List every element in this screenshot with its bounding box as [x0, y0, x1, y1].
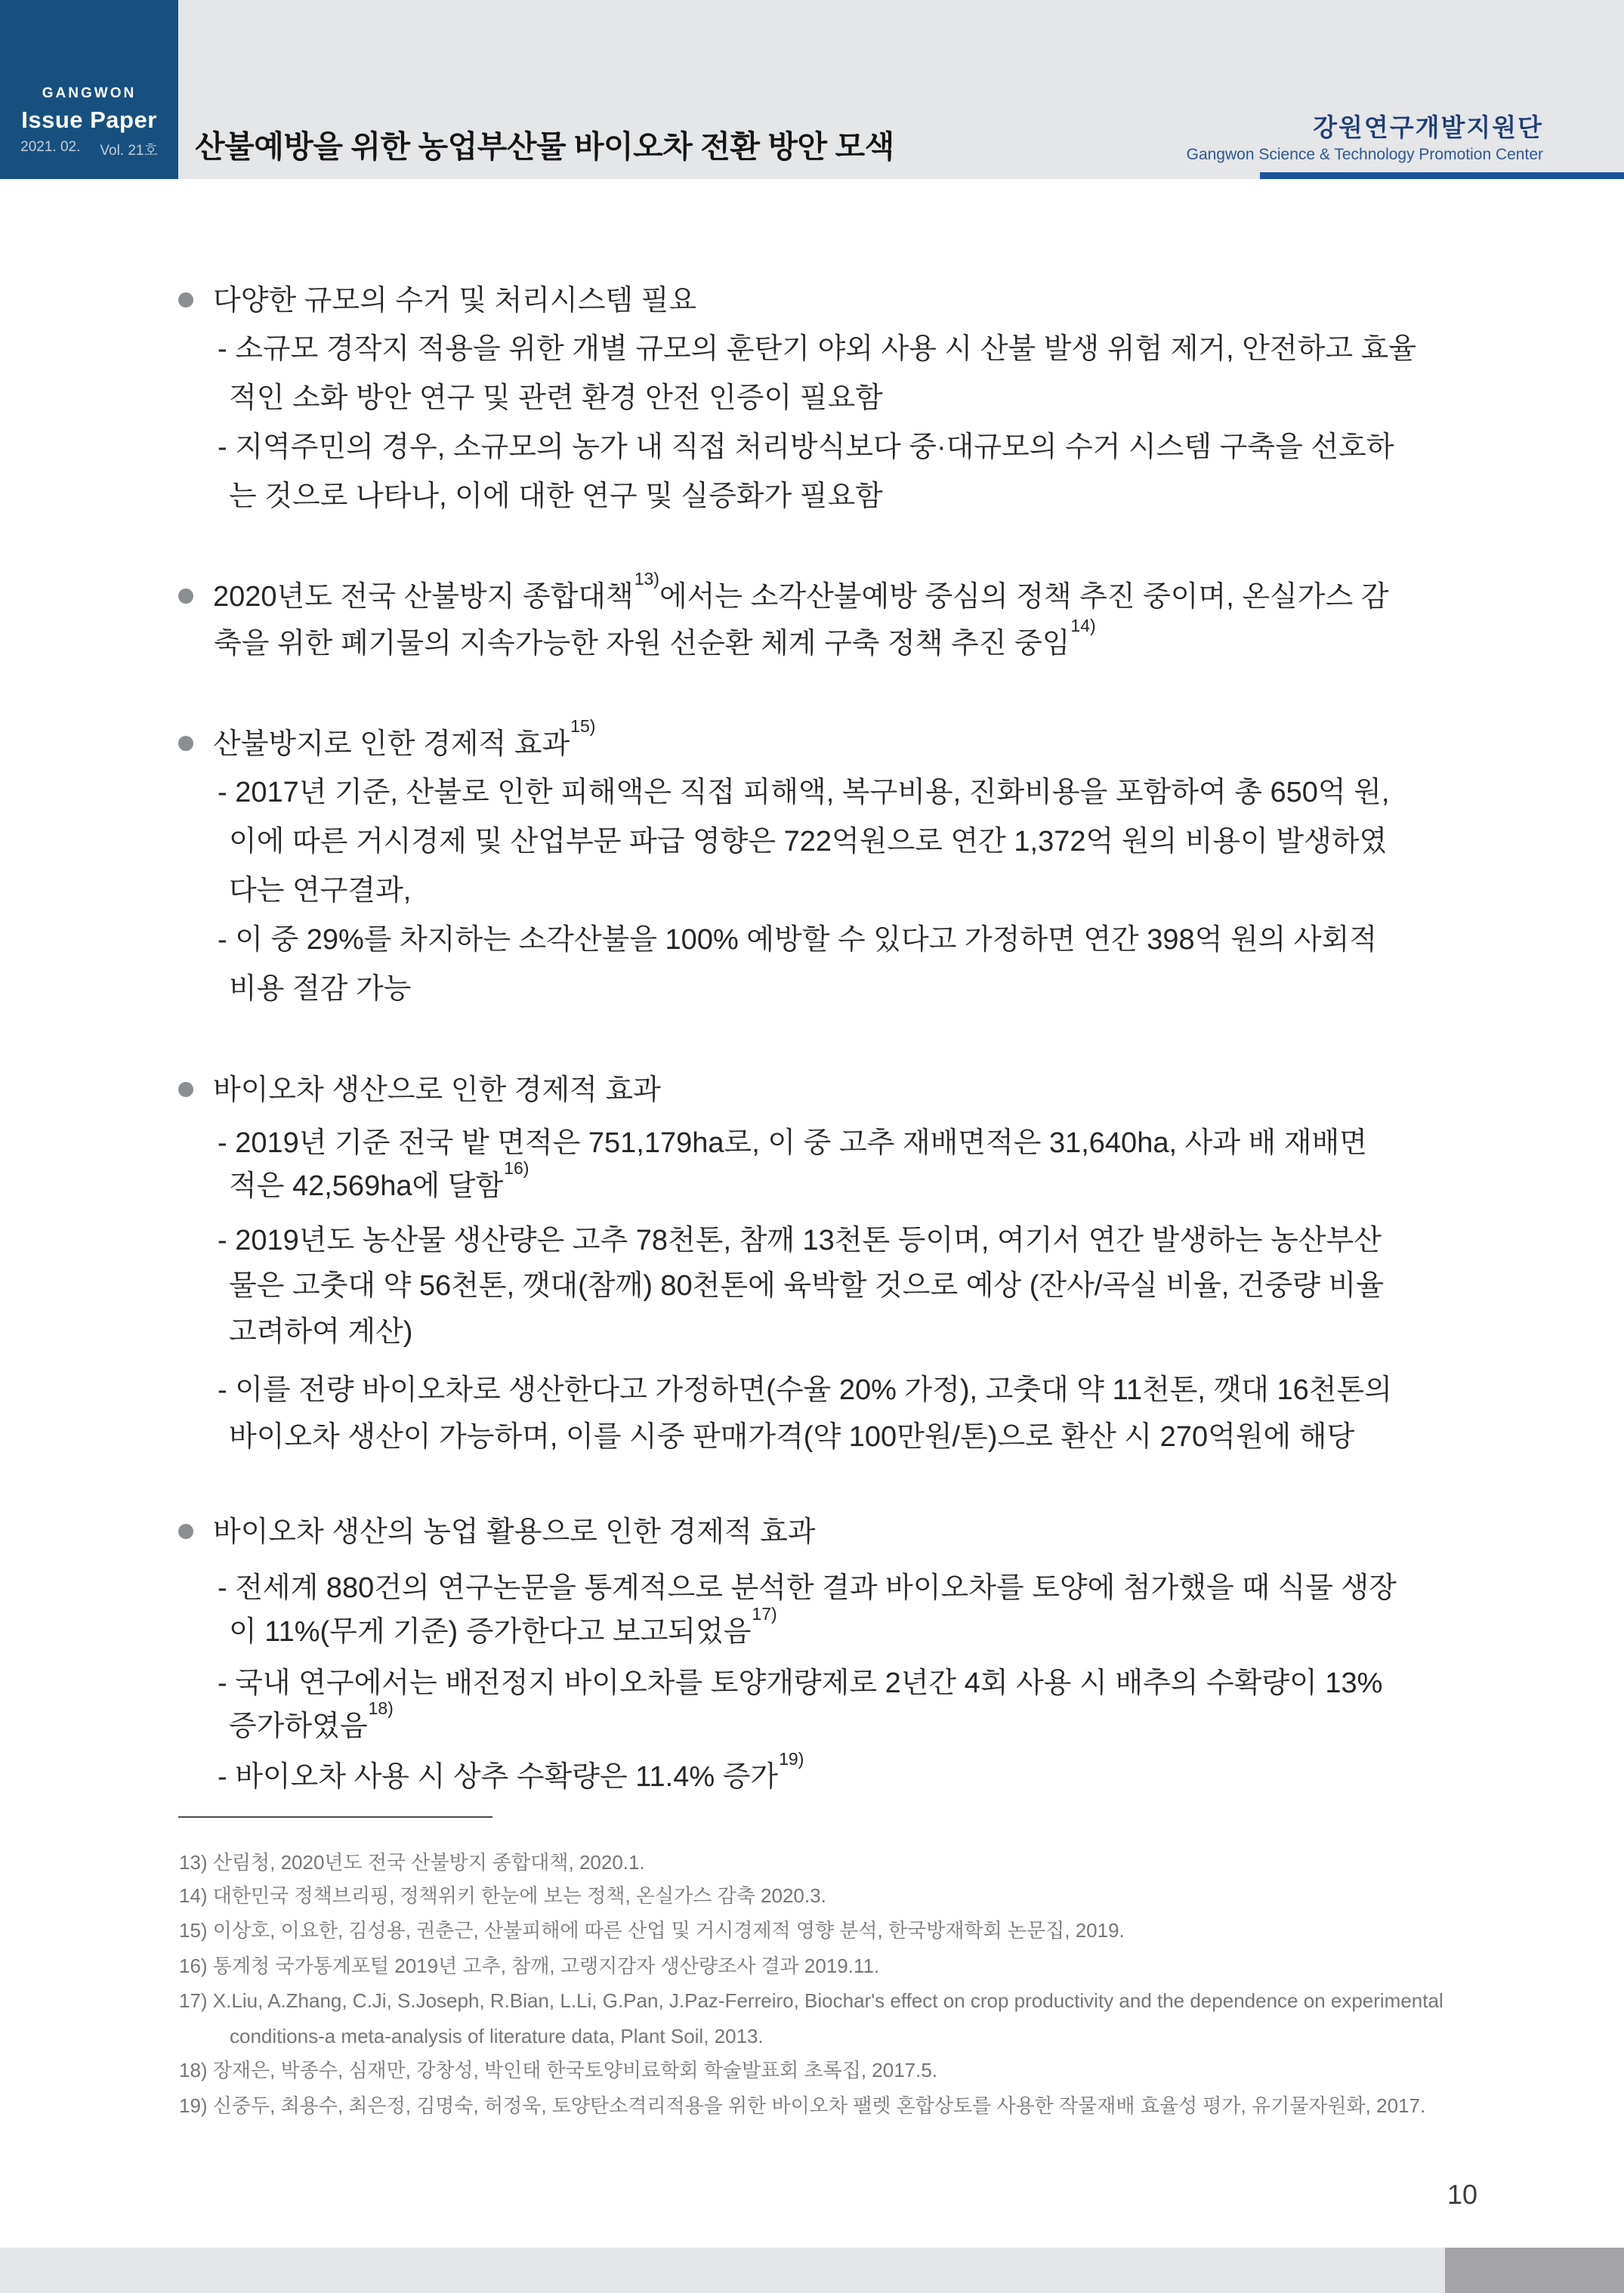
line-text: 축을 위한 폐기물의 지속가능한 자원 선순환 체계 구축 정책 추진 중임 [214, 628, 1070, 660]
section-heading [178, 716, 596, 762]
page-number: 10 [1446, 2179, 1478, 2210]
header-accent-bar [1260, 172, 1624, 179]
footnote: 17) X.Liu, A.Zhang, C.Ji, S.Joseph, R.Bian, L.Li, G.Pan, J.Paz-Ferreiro, Biochar's effect on crop productivity and the dependence on experimental [179, 1989, 1443, 2012]
footnote-ref: 15) [570, 716, 596, 737]
line-text: 적은 42,569ha에 달함 [229, 1170, 504, 1202]
body-line: - 2019년도 농산물 생산량은 고추 78천톤, 참깨 13천톤 등이며, 여기서 연간 발생하는 농산부산 [218, 1225, 1382, 1256]
body-line [218, 1749, 804, 1794]
heading-text: 2020년도 전국 산불방지 종합대책 [213, 581, 634, 613]
body-line: - 국내 연구에서는 배전정지 바이오차를 토양개량제로 2년간 4회 사용 시 배추의 수확량이 13% [218, 1667, 1383, 1699]
body-line: 적인 소화 방안 연구 및 관련 환경 안전 인증이 필요함 [229, 382, 883, 414]
body-line [229, 1158, 529, 1204]
footnote-separator [178, 1816, 492, 1818]
brand-box [0, 0, 178, 179]
footnote-ref: 19) [779, 1749, 804, 1769]
org-name-kr: 강원연구개발지원단 [1313, 113, 1543, 141]
bullet-icon [178, 589, 193, 604]
bullet-icon [178, 1524, 193, 1539]
body-line: 다는 연구결과, [229, 875, 412, 907]
heading-text: 산불방지로 인한 경제적 효과 [213, 728, 570, 760]
page-title: 산불예방을 위한 농업부산물 바이오차 전환 방안 모색 [195, 129, 894, 164]
heading-text: 다양한 규모의 수거 및 처리시스템 필요 [213, 285, 697, 317]
footnote-ref: 17) [752, 1604, 777, 1624]
footnote: 14) 대한민국 정책브리핑, 정책위키 한눈에 보는 정책, 온실가스 감축 2020.3. [179, 1884, 826, 1907]
heading-text: 바이오차 생산의 농업 활용으로 인한 경제적 효과 [213, 1516, 816, 1548]
footer-accent-box [1445, 2248, 1624, 2293]
brand-issue-paper-label: Issue Paper [21, 107, 157, 133]
page-header [0, 0, 1624, 179]
body-line [229, 1604, 777, 1649]
section-heading [178, 1073, 661, 1108]
line-text: - 바이오차 사용 시 상추 수확량은 11.4% 증가 [218, 1761, 779, 1793]
bullet-icon [178, 292, 193, 307]
footer-bar [0, 2248, 1624, 2293]
section-heading [178, 283, 696, 318]
body-line: - 이 중 29%를 차지하는 소각산불을 100% 예방할 수 있다고 가정하면 연간 398억 원의 사회적 [218, 924, 1378, 956]
org-block [1187, 111, 1543, 165]
footnote-ref: 14) [1070, 616, 1096, 636]
footnote-ref: 18) [368, 1698, 394, 1719]
body-line: - 전세계 880건의 연구논문을 통계적으로 분석한 결과 바이오차를 토양에 첨가했을 때 식물 생장 [218, 1572, 1397, 1604]
footnote: 19) 신중두, 최용수, 최은정, 김명숙, 허정욱, 토양탄소격리적용을 위한 바이오차 팰렛 혼합상토를 사용한 작물재배 효율성 평가, 유기물자원화, 2017. [179, 2094, 1426, 2117]
org-name-en: Gangwon Science & Technology Promotion Center [1186, 146, 1543, 163]
section-heading [178, 1515, 816, 1550]
body-line: 이에 따른 거시경제 및 산업부문 파급 영향은 722억원으로 연간 1,372억 원의 비용이 발생하였 [229, 826, 1388, 858]
body-line: - 지역주민의 경우, 소규모의 농가 내 직접 처리방식보다 중·대규모의 수거 시스템 구축을 선호하 [218, 431, 1394, 463]
footnote: 16) 통계청 국가통계포털 2019년 고추, 참깨, 고랭지감자 생산량조사 결과 2019.11. [179, 1955, 880, 1977]
line-text: 이 11%(무게 기준) 증가한다고 보고되었음 [229, 1616, 752, 1648]
heading-text: 에서는 소각산불예방 중심의 정책 추진 중이며, 온실가스 감 [659, 581, 1389, 613]
body-line: 는 것으로 나타나, 이에 대한 연구 및 실증화가 필요함 [229, 481, 883, 512]
body-line: 바이오차 생산이 가능하며, 이를 시중 판매가격(약 100만원/톤)으로 환산 시 270억원에 해당 [229, 1421, 1355, 1453]
brand-issue-volume: Vol. 21호 [100, 143, 158, 159]
body-line: - 이를 전량 바이오차로 생산한다고 가정하면(수율 20% 가정), 고춧대 약 11천톤, 깻대 16천톤의 [218, 1374, 1392, 1406]
bullet-icon [178, 736, 193, 751]
body-line: - 2019년 기준 전국 밭 면적은 751,179ha로, 이 중 고추 재배면적은 31,640ha, 사과 배 재배면 [218, 1127, 1367, 1159]
body-line: - 소규모 경작지 적용을 위한 개별 규모의 훈탄기 야외 사용 시 산불 발생 위험 제거, 안전하고 효율 [218, 333, 1417, 365]
body-line: 물은 고춧대 약 56천톤, 깻대(참깨) 80천톤에 육박할 것으로 예상 (잔사/곡실 비율, 건중량 비율 [229, 1270, 1384, 1302]
heading-text: 바이오차 생산으로 인한 경제적 효과 [213, 1074, 661, 1106]
bullet-icon [178, 1082, 193, 1097]
body-line [214, 616, 1096, 661]
section-heading [178, 569, 1389, 614]
body-line: - 2017년 기준, 산불로 인한 피해액은 직접 피해액, 복구비용, 진화비용을 포함하여 총 650억 원, [218, 777, 1390, 808]
footnote: 15) 이상호, 이요한, 김성용, 권춘근, 산불피해에 따른 산업 및 거시경제적 영향 분석, 한국방재학회 논문집, 2019. [179, 1919, 1125, 1942]
brand-gangwon-label: GANGWON [42, 85, 137, 101]
footnote-continuation: conditions-a meta-analysis of literature data, Plant Soil, 2013. [230, 2025, 764, 2047]
footnote-ref: 13) [634, 569, 659, 589]
footnote: 18) 장재은, 박종수, 심재만, 강창성, 박인태 한국토양비료학회 학술발표회 초록집, 2017.5. [179, 2059, 938, 2081]
body-line [229, 1698, 394, 1744]
footnote: 13) 산림청, 2020년도 전국 산불방지 종합대책, 2020.1. [179, 1851, 645, 1874]
body-line: 비용 절감 가능 [229, 973, 412, 1005]
brand-issue-info [20, 139, 158, 159]
brand-issue-date: 2021. 02. [20, 139, 81, 155]
body-line: 고려하여 계산) [229, 1316, 413, 1348]
line-text: 증가하였음 [229, 1710, 368, 1742]
footnote-ref: 16) [504, 1158, 529, 1179]
